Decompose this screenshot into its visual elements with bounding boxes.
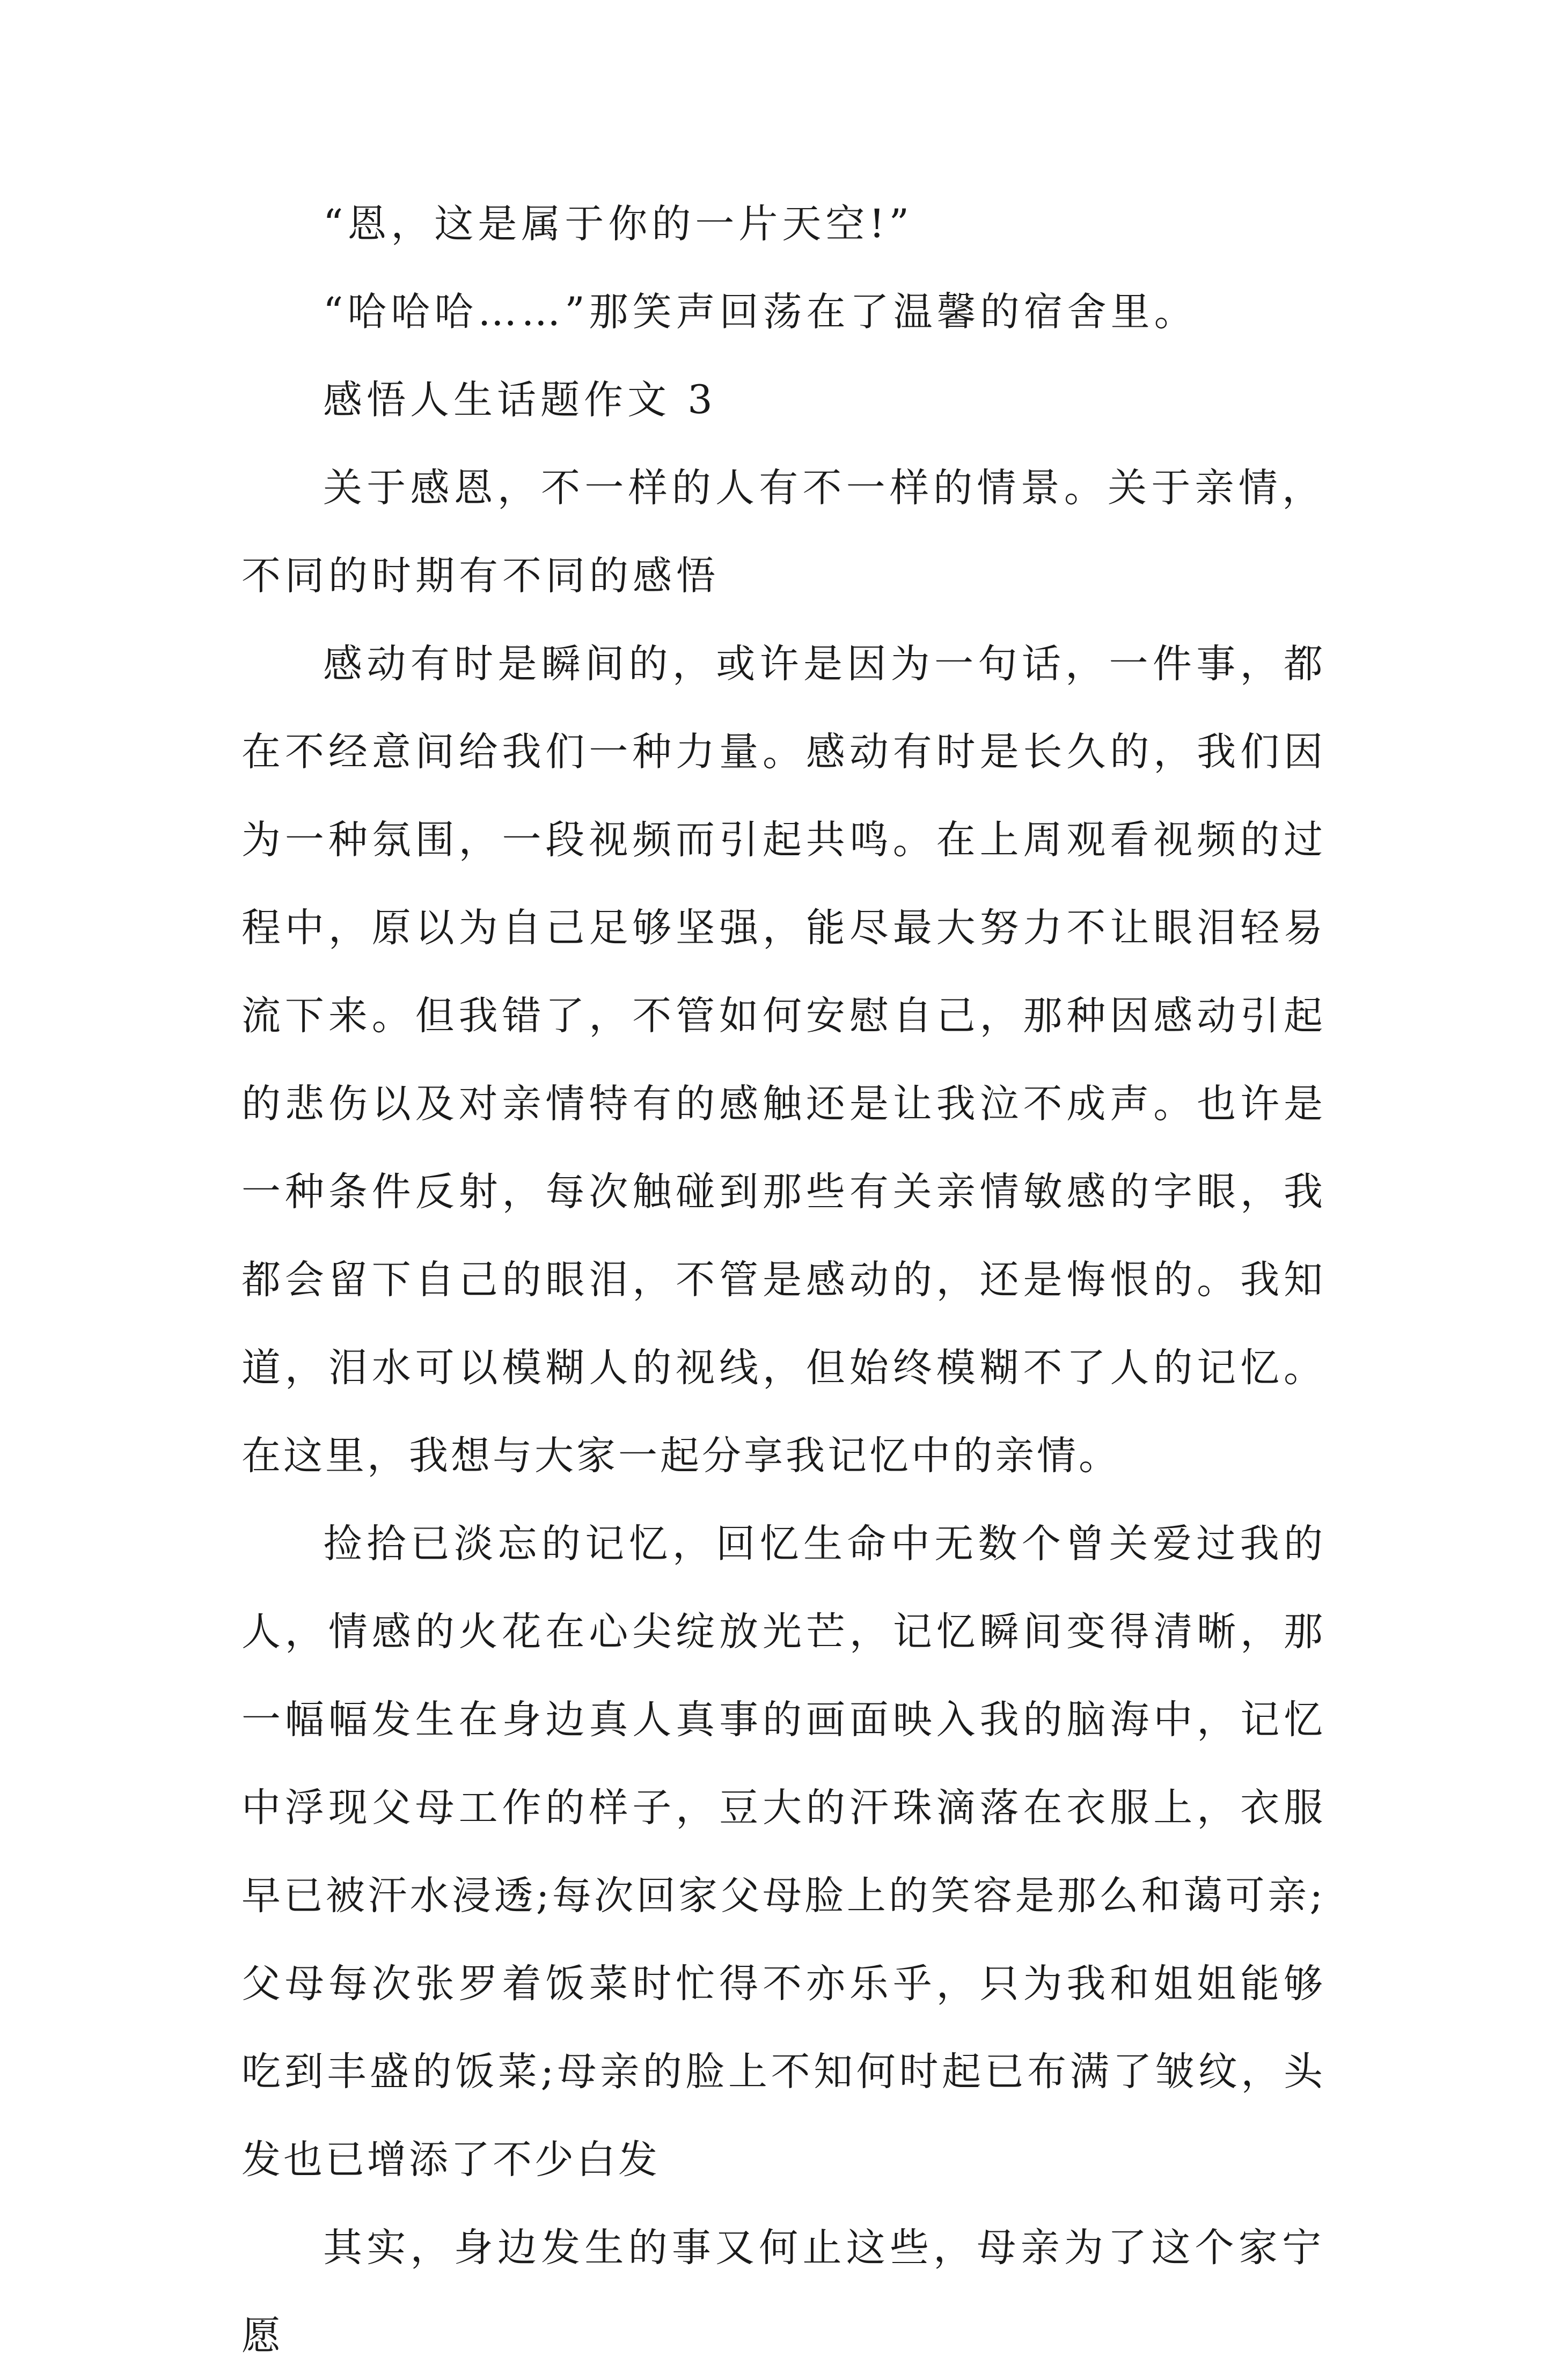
paragraph-memories: 捡拾已淡忘的记忆，回忆生命中无数个曾关爱过我的人，情感的火花在心尖绽放光芒，记忆瞬间变得清晰，那一幅幅发生在身边真人真事的画面映入我的脑海中，记忆中浮现父母工作的样子，豆大的汗珠滴落在衣服上，衣服早已被汗水浸透;每次回家父母脸上的笑容是那么和蔼可亲;父母每次张罗着饭菜时忙得不亦乐乎，只为我和姐姐能够吃到丰盛的饭菜;母亲的脸上不知何时起已布满了皱纹，头发也已增添了不少白发 (241, 1521, 1325, 2183)
paragraph-mother: 其实，身边发生的事又何止这些，母亲为了这个家宁愿 (241, 2225, 1325, 2359)
paragraph-gratitude: 关于感恩，不一样的人有不一样的情景。关于亲情，不同的时期有不同的感悟 (241, 465, 1325, 599)
paragraph-moved: 感动有时是瞬间的，或许是因为一句话，一件事，都在不经意间给我们一种力量。感动有时是长久的，我们因为一种氛围，一段视频而引起共鸣。在上周观看视频的过程中，原以为自己足够坚强，能尽最大努力不让眼泪轻易流下来。但我错了，不管如何安慰自己，那种因感动引起的悲伤以及对亲情特有的感触还是让我泣不成声。也许是一种条件反射，每次触碰到那些有关亲情敏感的字眼，我都会留下自己的眼泪，不管是感动的，还是悔恨的。我知道，泪水可以模糊人的视线，但始终模糊不了人的记忆。在这里，我想与大家一起分享我记忆中的亲情。 (241, 641, 1325, 1479)
quote-sky: “恩，这是属于你的一片天空!” (323, 201, 913, 247)
quote-laughter: “哈哈哈……”那笑声回荡在了温馨的宿舍里。 (323, 289, 1198, 335)
body-text (241, 180, 1325, 2380)
essay-heading: 感悟人生话题作文 3 (323, 377, 717, 423)
